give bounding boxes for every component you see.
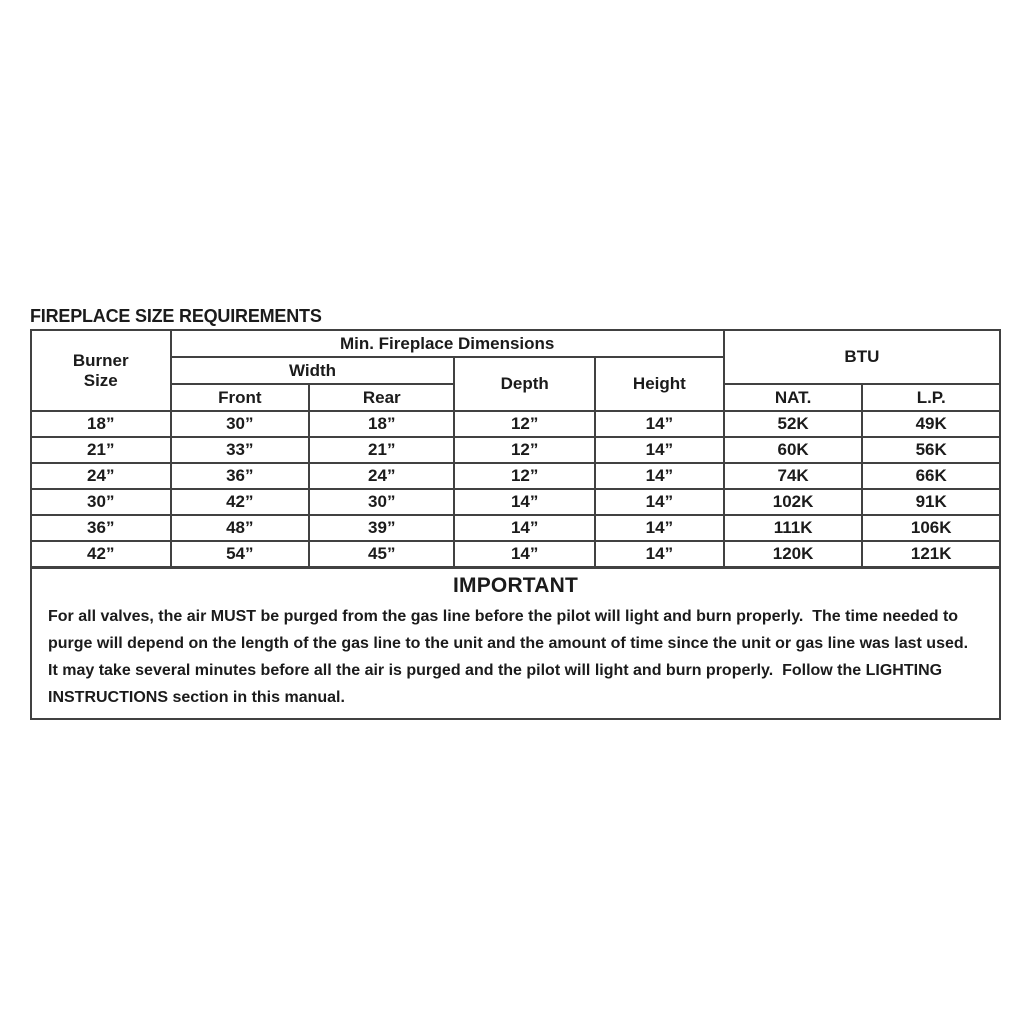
cell-btu-nat: 111K [724,515,863,541]
header-burner-size [31,330,171,411]
fireplace-size-table [30,329,1001,568]
cell-width-front: 36” [171,463,310,489]
cell-depth: 14” [454,489,595,515]
header-min-fireplace-dimensions: Min. Fireplace Dimensions [171,330,724,357]
cell-depth: 14” [454,515,595,541]
table-row [31,463,1000,489]
cell-height: 14” [595,437,724,463]
document-content [30,305,1001,720]
cell-width-front: 54” [171,541,310,567]
header-width-front: Front [171,384,310,411]
cell-burner-size: 24” [31,463,171,489]
cell-btu-nat: 60K [724,437,863,463]
cell-burner-size: 21” [31,437,171,463]
cell-width-front: 42” [171,489,310,515]
cell-height: 14” [595,463,724,489]
table-row [31,411,1000,437]
important-notice-box [30,567,1001,720]
table-row [31,437,1000,463]
cell-width-rear: 24” [309,463,454,489]
cell-height: 14” [595,489,724,515]
cell-btu-lp: 49K [862,411,1000,437]
cell-burner-size: 30” [31,489,171,515]
header-height: Height [595,357,724,411]
cell-depth: 12” [454,437,595,463]
header-btu: BTU [724,330,1000,384]
cell-burner-size: 18” [31,411,171,437]
cell-height: 14” [595,541,724,567]
cell-width-front: 48” [171,515,310,541]
cell-btu-nat: 102K [724,489,863,515]
header-depth: Depth [454,357,595,411]
header-width: Width [171,357,455,384]
cell-burner-size: 42” [31,541,171,567]
cell-width-front: 30” [171,411,310,437]
cell-height: 14” [595,411,724,437]
table-row [31,515,1000,541]
cell-depth: 12” [454,463,595,489]
cell-btu-lp: 106K [862,515,1000,541]
cell-width-rear: 39” [309,515,454,541]
cell-burner-size: 36” [31,515,171,541]
cell-width-rear: 21” [309,437,454,463]
header-width-rear: Rear [309,384,454,411]
cell-btu-nat: 120K [724,541,863,567]
cell-btu-nat: 74K [724,463,863,489]
cell-width-rear: 18” [309,411,454,437]
cell-height: 14” [595,515,724,541]
cell-depth: 14” [454,541,595,567]
cell-depth: 12” [454,411,595,437]
header-btu-lp: L.P. [862,384,1000,411]
cell-btu-lp: 66K [862,463,1000,489]
cell-btu-lp: 121K [862,541,1000,567]
cell-btu-lp: 56K [862,437,1000,463]
cell-btu-lp: 91K [862,489,1000,515]
important-heading: IMPORTANT [452,574,579,597]
header-burner-size-line1: Burner [72,350,129,370]
header-btu-nat: NAT. [724,384,863,411]
header-row-1 [31,330,1000,357]
cell-width-front: 33” [171,437,310,463]
cell-width-rear: 45” [309,541,454,567]
table-row [31,489,1000,515]
important-body-text: For all valves, the air MUST be purged from the gas line before the pilot will light and burn properly. The time needed to purge will depend on the length of the gas line to the unit and the amount of time since the unit or gas line was last used. It may take several minutes before all the air is purged and the pilot will light and burn properly. Follow the LIGHTING INSTRUCTIONS section in this manual. [48,608,977,706]
cell-width-rear: 30” [309,489,454,515]
cell-btu-nat: 52K [724,411,863,437]
page-title: FIREPLACE SIZE REQUIREMENTS [30,306,322,326]
table-row [31,541,1000,567]
header-burner-size-line2: Size [83,370,118,390]
